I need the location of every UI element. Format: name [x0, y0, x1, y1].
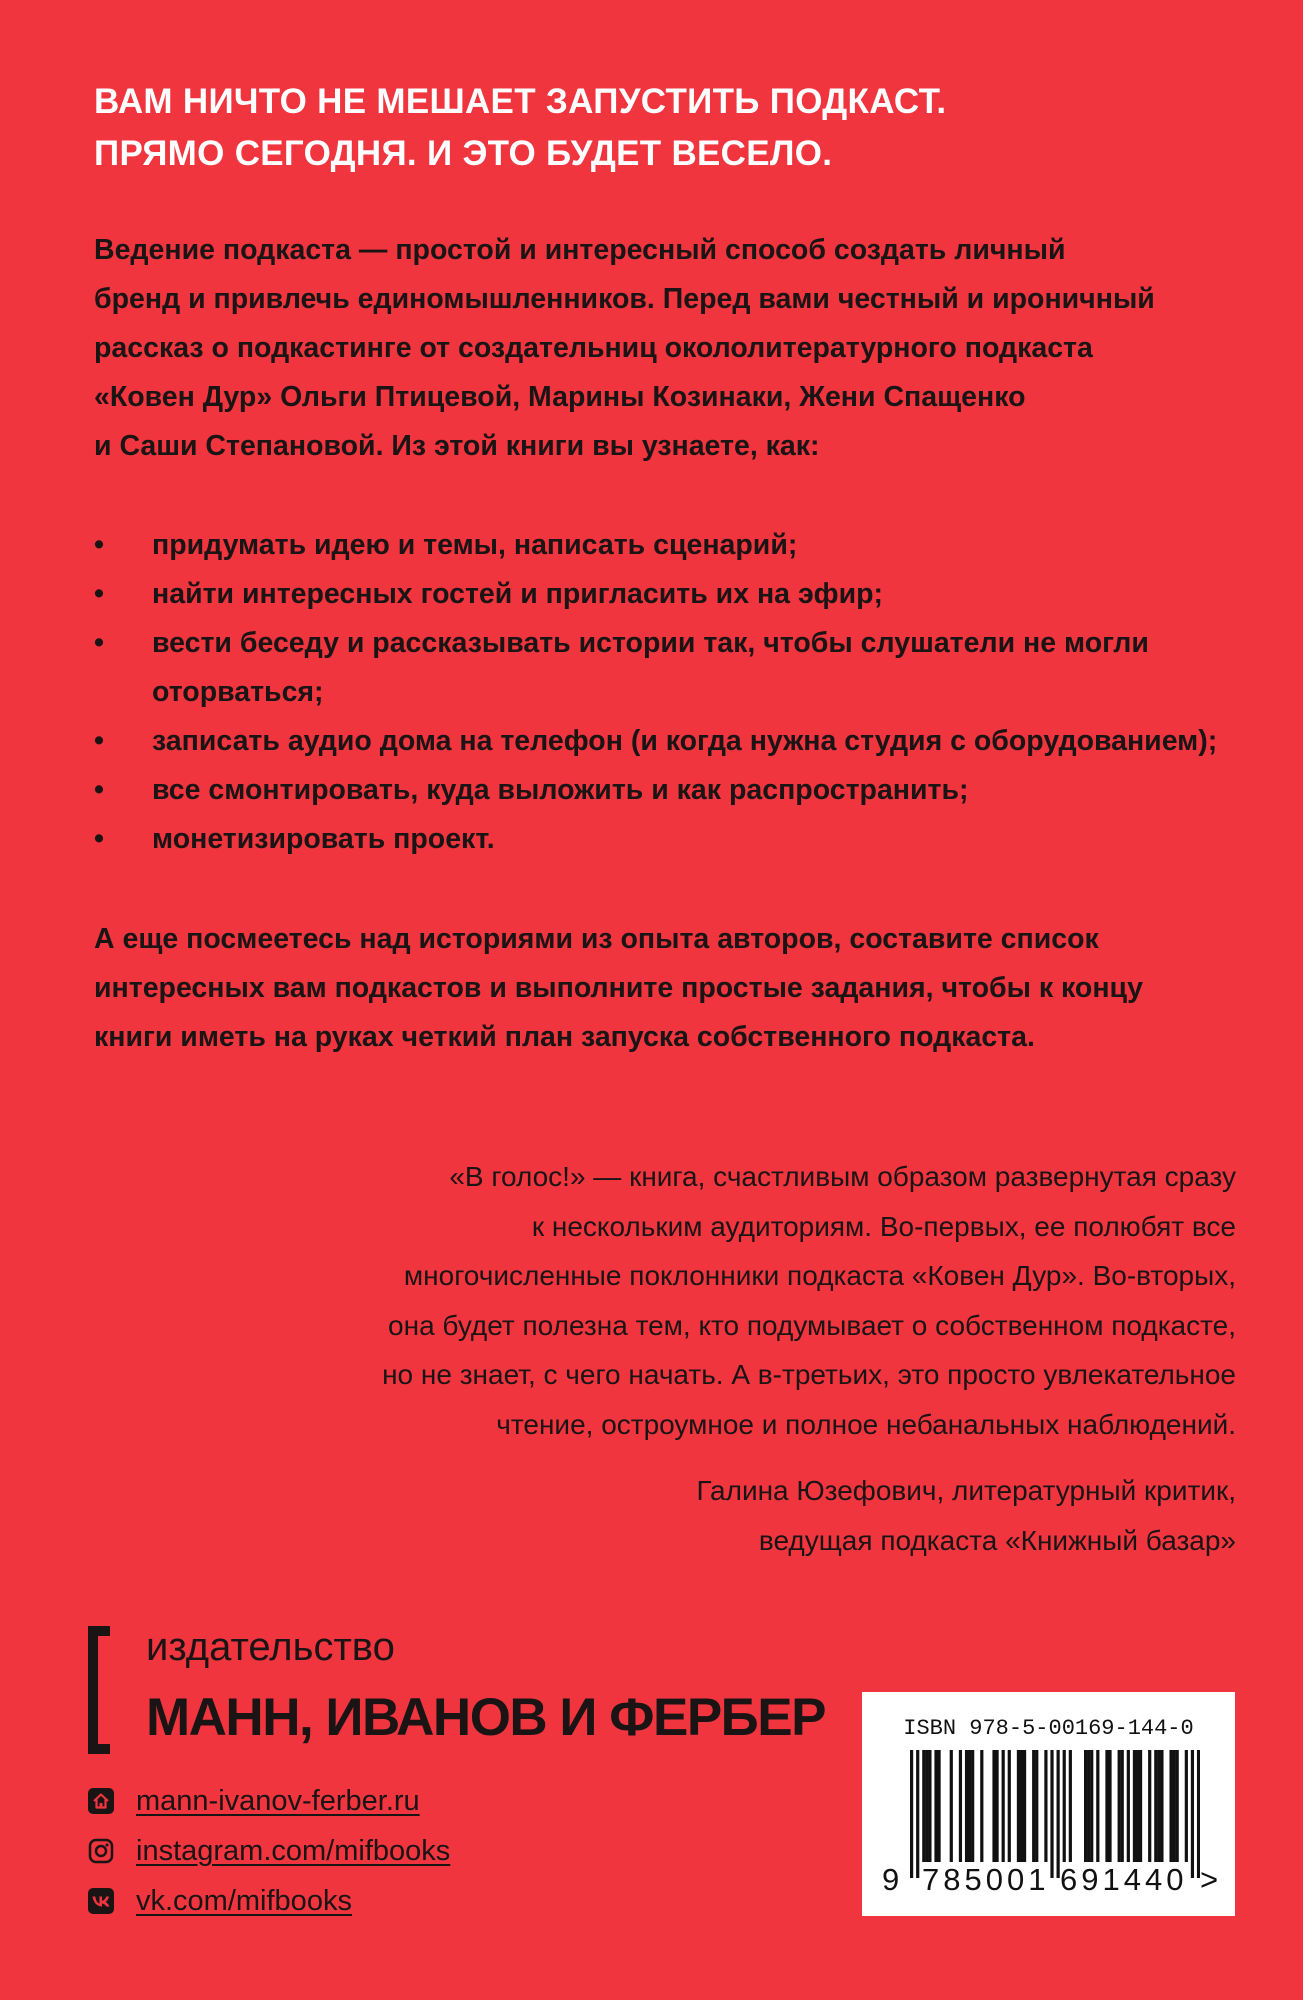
barcode-bar	[995, 1750, 998, 1862]
barcode-bar	[1090, 1750, 1093, 1862]
bullet-dot: •	[94, 578, 104, 610]
barcode-bar	[971, 1750, 974, 1862]
barcode-bar	[1105, 1750, 1108, 1862]
attribution-line: Галина Юзефович, литературный критик,	[696, 1475, 1236, 1506]
barcode-bar	[1121, 1750, 1124, 1862]
barcode-bar	[1008, 1750, 1011, 1862]
vk-icon	[88, 1888, 114, 1914]
intro-line: Ведение подкаста — простой и интересный способ создать личный	[94, 234, 1066, 266]
barcode-bar	[1157, 1750, 1160, 1862]
isbn-label: ISBN 978-5-00169-144-0	[903, 1716, 1194, 1741]
barcode-bar	[968, 1750, 971, 1862]
barcode-bar	[1197, 1750, 1200, 1878]
publisher-name: МАНН, ИВАНОВ И ФЕРБЕР	[146, 1688, 825, 1747]
barcode-bars	[910, 1750, 1200, 1878]
publisher-links	[88, 1776, 688, 1926]
link-text[interactable]: mann-ivanov-ferber.ru	[136, 1784, 420, 1817]
publisher-label: издательство	[146, 1625, 395, 1669]
instagram-icon	[88, 1838, 114, 1864]
bullet-dot: •	[94, 725, 104, 757]
bullet-item	[94, 521, 1224, 570]
barcode-bar	[1069, 1750, 1072, 1862]
barcode-bar	[922, 1750, 925, 1862]
intro-line: бренд и привлечь единомышленников. Перед вами честный и ироничный	[94, 283, 1155, 315]
bullet-dot: •	[94, 774, 104, 806]
barcode-bar	[1096, 1750, 1099, 1862]
barcode-bar	[1191, 1750, 1194, 1878]
barcode-bar	[1133, 1750, 1136, 1862]
barcode-bar	[1002, 1750, 1005, 1862]
barcode-bar	[1176, 1750, 1179, 1862]
barcode-digit-group: >	[1200, 1862, 1219, 1897]
barcode-bar	[1035, 1750, 1038, 1862]
intro-line: рассказ о подкастинге от создательниц окололитературного подкаста	[94, 332, 1093, 364]
barcode-bar	[1148, 1750, 1151, 1862]
headline-line: ВАМ НИЧТО НЕ МЕШАЕТ ЗАПУСТИТЬ ПОДКАСТ.	[94, 82, 947, 121]
barcode-bar	[934, 1750, 937, 1862]
quote-line: чтение, остроумное и полное небанальных наблюдений.	[496, 1408, 1236, 1440]
bullet-text: вести беседу и рассказывать истории так, чтобы слушатели не могли	[152, 627, 1149, 659]
link-vk[interactable]	[88, 1876, 688, 1926]
bullet-text: придумать идею и темы, написать сценарий;	[152, 529, 798, 561]
headline-line: ПРЯМО СЕГОДНЯ. И ЭТО БУДЕТ ВЕСЕЛО.	[94, 134, 833, 173]
quote-line: многочисленные поклонники подкаста «Ковен Дур». Во-вторых,	[403, 1260, 1236, 1291]
barcode-bar	[937, 1750, 940, 1862]
barcode-bar	[1050, 1750, 1053, 1878]
bracket-icon	[88, 1626, 110, 1754]
barcode-bar	[1139, 1750, 1142, 1862]
outro-line: книги иметь на руках четкий план запуска собственного подкаста.	[94, 1021, 1035, 1053]
outro-line: интересных вам подкастов и выполните простые задания, чтобы к концу	[94, 972, 1143, 1004]
bullet-dot: •	[94, 529, 104, 561]
quote-attribution	[236, 1466, 1236, 1566]
link-text[interactable]: instagram.com/mifbooks	[136, 1834, 451, 1867]
barcode-bar	[950, 1750, 953, 1862]
barcode-bar	[1185, 1750, 1188, 1862]
barcode-bar	[1020, 1750, 1023, 1862]
barcode-bar	[1017, 1750, 1020, 1862]
barcode-bar	[1087, 1750, 1090, 1862]
barcode-bar	[1023, 1750, 1026, 1862]
home-icon	[88, 1788, 114, 1814]
barcode-bar	[965, 1750, 968, 1862]
barcode-bar	[1063, 1750, 1066, 1862]
bullet-item	[94, 717, 1224, 766]
barcode-digit-group: 9	[882, 1862, 900, 1897]
attribution-line: ведущая подкаста «Книжный базар»	[758, 1525, 1236, 1556]
barcode-digits	[882, 1862, 1222, 1902]
bullet-text: записать аудио дома на телефон (и когда нужна студия с оборудованием);	[152, 725, 1218, 757]
quote-line: она будет полезна тем, кто подумывает о собственном подкасте,	[388, 1309, 1236, 1341]
intro-line: и Саши Степановой. Из этой книги вы узнаете, как:	[94, 430, 820, 462]
barcode-bar	[992, 1750, 995, 1862]
barcode-bar	[1032, 1750, 1035, 1862]
barcode-bar	[1118, 1750, 1121, 1862]
barcode-bar	[1160, 1750, 1163, 1862]
bullet-item	[94, 619, 1224, 717]
barcode-digit-group: 691440	[1060, 1862, 1188, 1897]
outro-line: А еще посмеетесь над историями из опыта авторов, составите список	[94, 923, 1099, 955]
bullet-text: все смонтировать, куда выложить и как распространить;	[152, 774, 969, 806]
isbn-barcode	[862, 1692, 1235, 1916]
bullet-dot: •	[94, 823, 104, 855]
bullet-text: монетизировать проект.	[152, 823, 495, 855]
barcode-bar	[925, 1750, 928, 1862]
barcode-bar	[928, 1750, 931, 1862]
bullet-item	[94, 815, 1224, 864]
barcode-bar	[910, 1750, 913, 1878]
bullet-item	[94, 570, 1224, 619]
link-text[interactable]: vk.com/mifbooks	[136, 1884, 352, 1917]
barcode-digit-group: 785001	[922, 1862, 1050, 1897]
barcode-bar	[959, 1750, 962, 1862]
barcode-bar	[916, 1750, 919, 1878]
review-quote	[236, 1152, 1236, 1449]
link-website[interactable]	[88, 1776, 688, 1826]
bullet-item	[94, 766, 1224, 815]
quote-line: к нескольким аудиториям. Во-первых, ее полюбят все	[531, 1210, 1236, 1242]
barcode-bar	[1108, 1750, 1111, 1862]
barcode-bar	[1127, 1750, 1130, 1862]
quote-line: но не знает, с чего начать. А в-третьих, это просто увлекательное	[382, 1359, 1236, 1390]
bullet-text: найти интересных гостей и пригласить их на эфир;	[152, 578, 884, 610]
barcode-bar	[1154, 1750, 1157, 1862]
barcode-bar	[1169, 1750, 1172, 1862]
bullet-text: оторваться;	[152, 676, 324, 708]
publisher-logo	[88, 1622, 825, 1762]
link-instagram[interactable]	[88, 1826, 688, 1876]
intro-line: «Ковен Дур» Ольги Птицевой, Марины Козинаки, Жени Спащенко	[94, 381, 1026, 413]
headline	[94, 76, 1194, 180]
barcode-bar	[1057, 1750, 1060, 1878]
barcode-bar	[980, 1750, 983, 1862]
quote-line: «В голос!» — книга, счастливым образом развернутая сразу	[449, 1161, 1236, 1192]
barcode-bar	[1173, 1750, 1176, 1862]
bullet-dot: •	[94, 627, 104, 659]
bullet-list	[94, 521, 1224, 864]
barcode-bar	[1136, 1750, 1139, 1862]
outro-paragraph	[94, 915, 1224, 1062]
barcode-bar	[1044, 1750, 1047, 1862]
intro-paragraph	[94, 226, 1224, 471]
barcode-bar	[1084, 1750, 1087, 1862]
